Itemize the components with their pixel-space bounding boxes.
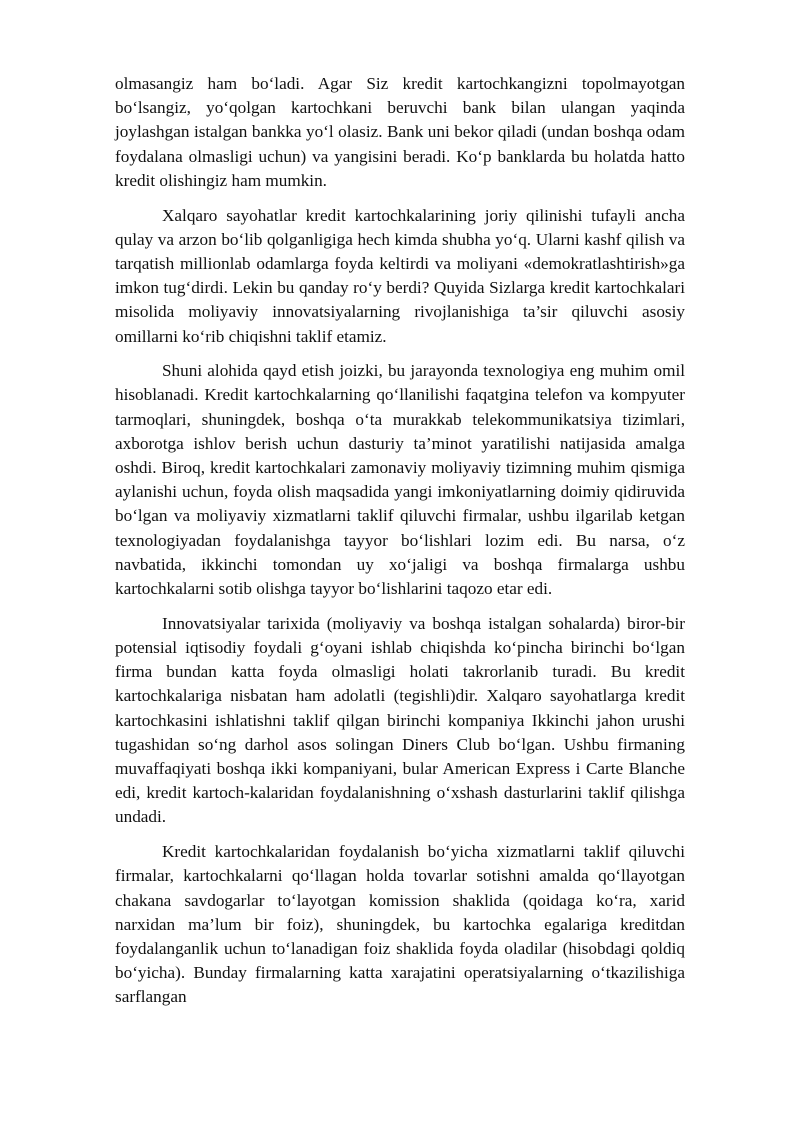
paragraph-4: Innovatsiyalar tarixida (moliyaviy va boshqa istalgan sohalarda) biror-bir potensial iqtisodiy foydali g‘oyani ishlab chiqishda ko‘pincha birinchi bo‘lgan firma bundan katta foyda olmasligi holati takrorlanib turadi. Bu kredit kartochkalariga nisbatan ham adolatli (tegishli)dir. Xalqaro sayohatlarga kredit kartochkasini ishlatishni taklif qilgan birinchi kompaniya Ikkinchi jahon urushi tugashidan so‘ng darhol asos solingan Diners Club bo‘lgan. Ushbu firmaning muvaffaqiyati boshqa ikki kompaniyani, bular American Express i Carte Blanche edi, kredit kartoch-kalaridan foydalanishning o‘xshash dasturlarini taklif qilishga undadi. — [115, 613, 685, 827]
paragraph-5: Kredit kartochkalaridan foydalanish bo‘yicha xizmatlarni taklif qiluvchi firmalar, kartochkalarni qo‘llagan holda tovarlar sotishni amalda qo‘llayotgan chakana savdogarlar to‘layotgan komission shaklida (qoidaga ko‘ra, xarid narxidan ma’lum bir foiz), shuningdek, bu kartochka egalariga kreditdan foydalanganlik uchun to‘lanadigan foiz shaklida foyda oladilar (hisobdagi qoldiq bo‘yicha). Bunday firmalarning katta xarajatini operatsiyalarning o‘tkazilishiga sarflangan — [115, 842, 685, 1007]
paragraph-1: olmasangiz ham bo‘ladi. Agar Siz kredit kartochkangizni topolmayotgan bo‘lsangiz, yo‘qolgan kartochkani beruvchi bank bilan ulangan yaqinda joylashgan istalgan bankka yo‘l olasiz. Bank uni bekor qiladi (undan boshqa odam foydalana olmasligi uchun) va yangisini beradi. Ko‘p banklarda bu holatda hatto kredit olishingiz ham mumkin. — [115, 74, 685, 190]
paragraph-2: Xalqaro sayohatlar kredit kartochkalarining joriy qilinishi tufayli ancha qulay va arzon bo‘lib qolganligiga hech kimda shubha yo‘q. Ularni kashf qilish va tarqatish millionlab odamlarga foyda keltirdi va moliyani «demokratlashtirish»ga imkon tug‘dirdi. Lekin bu qanday ro‘y berdi? Quyida Sizlarga kredit kartochkalari misolida moliyaviy innovatsiyalarning rivojlanishiga ta’sir qiluvchi asosiy omillarni ko‘rib chiqishni taklif etamiz. — [115, 205, 685, 346]
paragraph-3: Shuni alohida qayd etish joizki, bu jarayonda texnologiya eng muhim omil hisoblanadi. Kredit kartochkalarning qo‘llanilishi faqatgina telefon va kompyuter tarmoqlari, shuningdek, boshqa o‘ta murakkab telekommunikatsiya tizimlari, axborotga ishlov berish uchun dasturiy ta’minot yaratilishi natijasida amalga oshdi. Biroq, kredit kartochkalari zamonaviy moliyaviy tizimning muhim qismiga aylanishi uchun, foyda olish maqsadida yangi imkoniyatlarning doimiy qidiruvida bo‘lgan va moliyaviy xizmatlarni taklif qiluvchi firmalar, ushbu ilgarilab ketgan texnologiyadan foydalanishga tayyor bo‘lishlari lozim edi. Bu narsa, o‘z navbatida, ikkinchi tomondan uy xo‘jaligi va boshqa firmalarga ushbu kartochkalarni sotib olishga tayyor bo‘lishlarini taqozo etar edi. — [115, 361, 685, 599]
document-page — [115, 72, 685, 1020]
